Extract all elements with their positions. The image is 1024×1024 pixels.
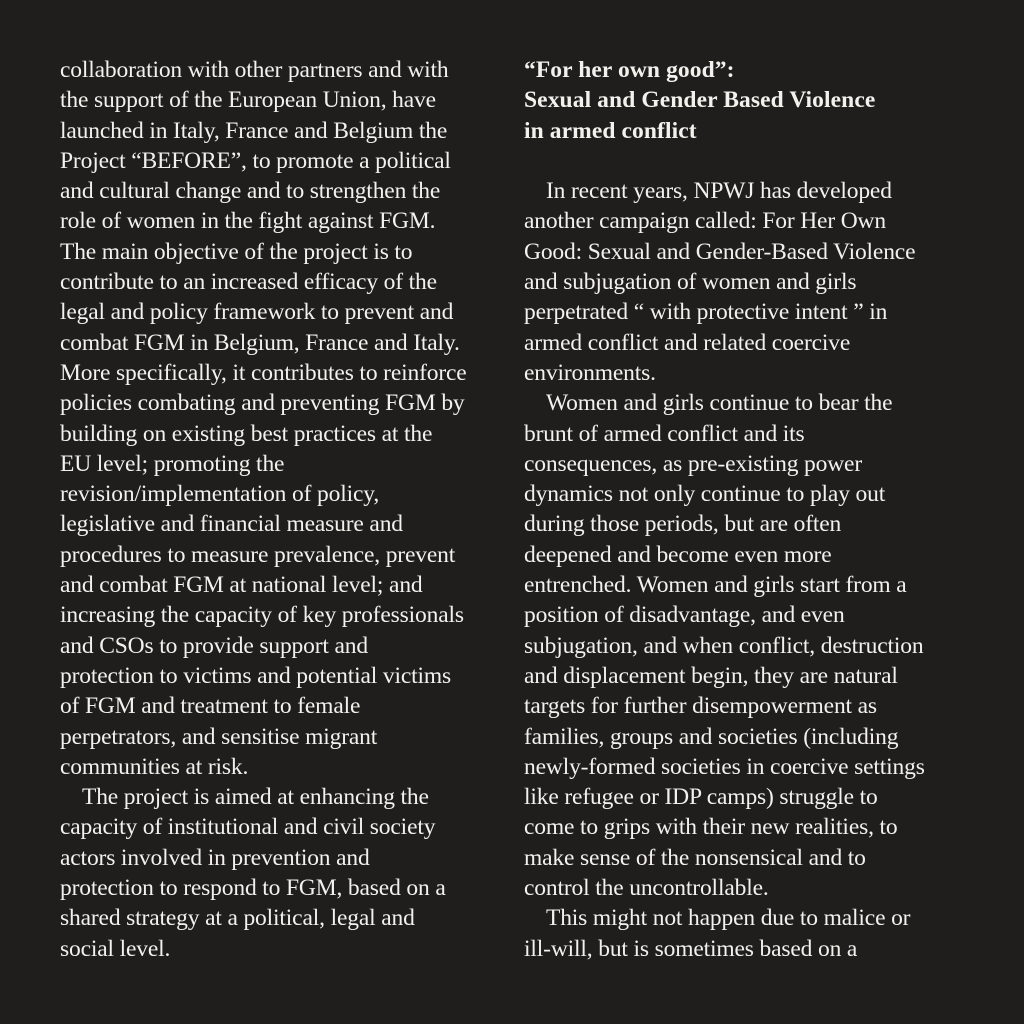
text-line: role of women in the fight against FGM. [60, 208, 436, 235]
text-line: contribute to an increased efficacy of the [60, 269, 437, 296]
text-line: increasing the capacity of key professionals [60, 602, 464, 629]
text-line: shared strategy at a political, legal and [60, 905, 415, 932]
text-line: and CSOs to provide support and [60, 632, 369, 659]
text-line: policies combating and preventing FGM by [60, 390, 465, 417]
text-line: Women and girls continue to bear the [546, 390, 893, 417]
heading-line: Sexual and Gender Based Violence [524, 87, 876, 114]
text-line: This might not happen due to malice or [546, 905, 911, 932]
left-column [60, 55, 500, 964]
text-line: revision/implementation of policy, [60, 481, 380, 508]
text-line: protection to respond to FGM, based on a [60, 875, 446, 902]
text-line: combat FGM in Belgium, France and Italy. [60, 329, 460, 356]
text-line: protection to victims and potential victims [60, 662, 452, 689]
text-line: social level. [60, 935, 171, 962]
text-line: entrenched. Women and girls start from a [524, 572, 907, 599]
text-line: consequences, as pre-existing power [524, 450, 862, 477]
text-line: Project “BEFORE”, to promote a political [60, 147, 451, 174]
text-line: launched in Italy, France and Belgium the [60, 117, 448, 144]
text-line: More specifically, it contributes to reinforce [60, 359, 467, 386]
text-line: perpetrated “ with protective intent ” in [524, 299, 888, 326]
text-line: legal and policy framework to prevent and [60, 299, 454, 326]
text-line: families, groups and societies (including [524, 723, 899, 750]
text-line: The main objective of the project is to [60, 238, 413, 265]
heading-spacer [524, 146, 964, 176]
right-column [524, 55, 964, 964]
text-line: and combat FGM at national level; and [60, 572, 423, 599]
text-line: environments. [524, 359, 656, 386]
text-line: brunt of armed conflict and its [524, 420, 805, 447]
text-line: make sense of the nonsensical and to [524, 844, 866, 871]
heading-line: “For her own good”: [524, 57, 735, 83]
text-line: come to grips with their new realities, to [524, 814, 898, 841]
text-line: position of disadvantage, and even [524, 602, 845, 629]
text-line: subjugation, and when conflict, destruction [524, 632, 924, 659]
text-line: perpetrators, and sensitise migrant [60, 723, 378, 750]
text-line: and subjugation of women and girls [524, 269, 857, 296]
text-line: actors involved in prevention and [60, 844, 370, 871]
right-paragraph-1 [524, 176, 964, 388]
text-line: during those periods, but are often [524, 511, 842, 538]
text-line: Good: Sexual and Gender-Based Violence [524, 238, 916, 265]
text-line: deepened and become even more [524, 541, 832, 568]
text-line: The project is aimed at enhancing the [82, 784, 429, 811]
left-paragraph-2 [60, 782, 500, 964]
text-line: communities at risk. [60, 753, 249, 780]
text-line: EU level; promoting the [60, 450, 285, 477]
text-line: of FGM and treatment to female [60, 693, 361, 720]
text-line: dynamics not only continue to play out [524, 481, 886, 508]
text-line: the support of the European Union, have [60, 87, 436, 114]
text-line: In recent years, NPWJ has developed [546, 178, 892, 205]
text-line: armed conflict and related coercive [524, 329, 851, 356]
section-heading [524, 55, 964, 146]
text-line: control the uncontrollable. [524, 875, 769, 902]
text-line: newly-formed societies in coercive settings [524, 753, 925, 780]
text-line: building on existing best practices at the [60, 420, 433, 447]
right-paragraph-3 [524, 903, 964, 964]
text-line: and displacement begin, they are natural [524, 662, 898, 689]
text-line: ill-will, but is sometimes based on a [524, 935, 858, 962]
text-line: another campaign called: For Her Own [524, 208, 886, 235]
text-line: collaboration with other partners and with [60, 57, 449, 83]
text-line: like refugee or IDP camps) struggle to [524, 784, 878, 811]
text-line: capacity of institutional and civil society [60, 814, 436, 841]
text-line: procedures to measure prevalence, prevent [60, 541, 456, 568]
text-line: legislative and financial measure and [60, 511, 403, 538]
text-line: targets for further disempowerment as [524, 693, 877, 720]
left-paragraph-1 [60, 55, 500, 782]
heading-line: in armed conflict [524, 117, 697, 144]
right-paragraph-2 [524, 388, 964, 903]
text-line: and cultural change and to strengthen the [60, 178, 441, 205]
